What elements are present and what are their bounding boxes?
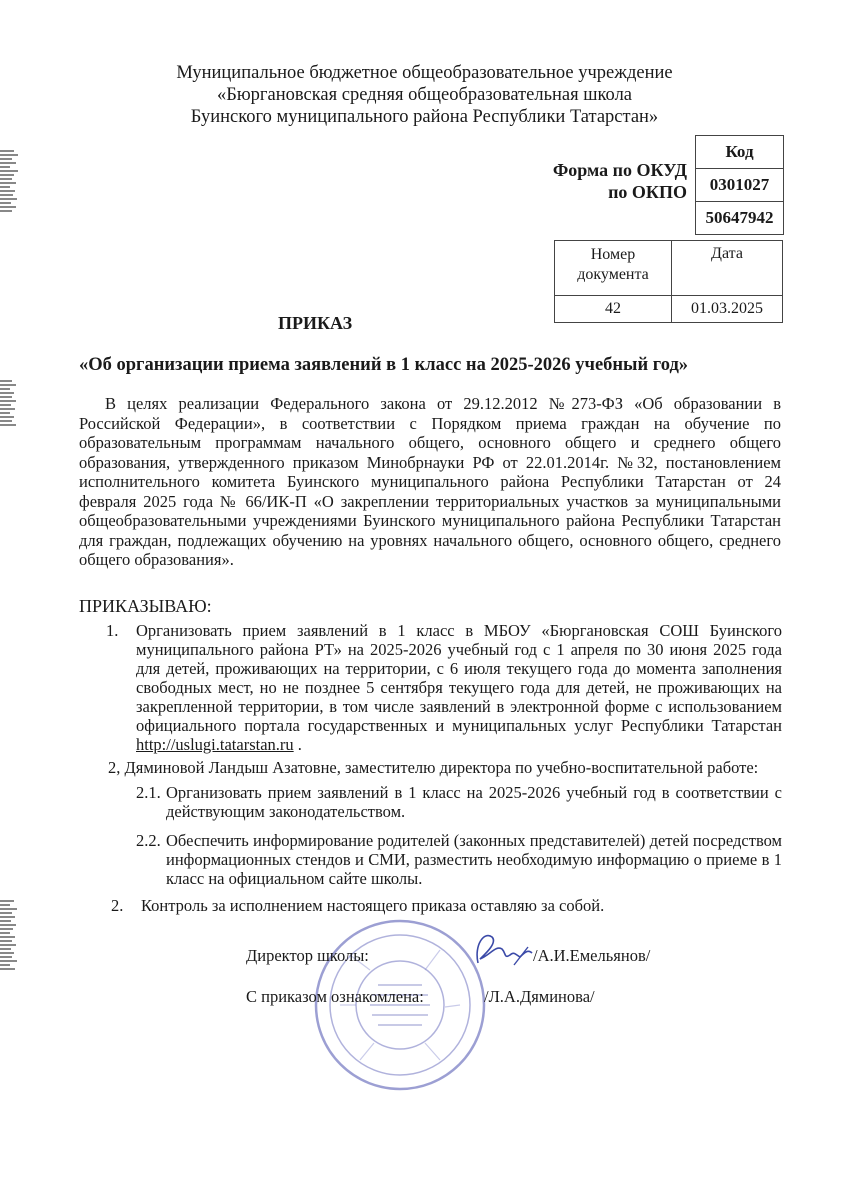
acknowledged-label: С приказом ознакомлена: bbox=[246, 987, 424, 1006]
subitem-2-1 bbox=[136, 783, 782, 821]
subitem-2-2 bbox=[136, 831, 782, 888]
preamble-paragraph: В целях реализации Федерального закона от 29.12.2012 №273-ФЗ «Об образовании в Российской Федерации», в соответствии с Порядком приема граждан на обучение по образовательным программам начального общего, основного общего и среднего общего образования, утвержденного приказом Минобрнауки РФ от 22.01.2014г. №32, постановлением исполнительного комитета Буинского муниципального района Республики Татарстан от 24 февраля 2025 года № 66/ИК-П «О закреплении территориальных участков за муниципальными общеобразовательными учреждениями Буинского муниципального района Республики Татарстан для граждан, подлежащих обучению на уровнях начального общего, основного общего, среднего общего образования». bbox=[79, 394, 781, 569]
director-signature bbox=[470, 925, 540, 970]
form-code-labels bbox=[553, 159, 687, 203]
okpo-code: 50647942 bbox=[696, 202, 784, 235]
doc-number-value: 42 bbox=[555, 296, 672, 323]
item-1-tail: . bbox=[293, 735, 302, 754]
header-line-1: Муниципальное бюджетное общеобразовательное учреждение bbox=[176, 63, 673, 83]
order-item-2: 2, Дяминовой Ландыш Азатовне, заместителю директора по учебно-воспитательной работе: bbox=[108, 758, 759, 777]
doc-date-value: 01.03.2025 bbox=[672, 296, 783, 323]
item-1-number: 1. bbox=[106, 621, 119, 640]
scan-edge-middle bbox=[0, 380, 30, 428]
doc-number-label: Номер документа bbox=[555, 241, 672, 296]
subitem-2-1-text: Организовать прием заявлений в 1 класс на 2025-2026 учебный год в соответствии с действующим законодательством. bbox=[166, 783, 782, 821]
order-item-3 bbox=[111, 896, 782, 915]
codes-header: Код bbox=[696, 136, 784, 169]
okpo-label: по ОКПО bbox=[608, 182, 687, 202]
order-subject: «Об организации приема заявлений в 1 класс на 2025-2026 учебный год» bbox=[79, 355, 689, 375]
scan-edge-bottom bbox=[0, 900, 30, 972]
director-label: Директор школы: bbox=[246, 946, 369, 965]
header-line-3: Буинского муниципального района Республики Татарстан» bbox=[190, 107, 659, 127]
document-title: ПРИКАЗ bbox=[278, 313, 353, 333]
order-item-1 bbox=[106, 621, 782, 754]
doc-date-label: Дата bbox=[672, 241, 783, 296]
header-line-2: «Бюргановская средняя общеобразовательная школа bbox=[216, 85, 633, 105]
portal-link[interactable]: http://uslugi.tatarstan.ru bbox=[136, 735, 294, 754]
item-1-text: Организовать прием заявлений в 1 класс в МБОУ «Бюргановская СОШ Буинского муниципального района РТ» на 2025-2026 учебный год с 1 апреля по 30 июня 2025 года для детей, проживающих на территории, с 6 июля текущего года до момента заполнения свободных мест, но не позднее 5 сентября текущего года для детей, не проживающих на закрепленной территории, в том числе заявлений в электронной форме с использованием официального портала государственных и муниципальных услуг Республики Татарстан bbox=[136, 621, 782, 735]
subitem-2-2-text: Обеспечить информирование родителей (законных представителей) детей посредством информационных стендов и СМИ, разместить необходимую информацию о приеме в 1 класс на официальном сайте школы. bbox=[166, 831, 782, 888]
acknowledged-name: /Л.А.Дяминова/ bbox=[484, 987, 595, 1006]
institution-header bbox=[0, 62, 849, 128]
document-number-table bbox=[554, 240, 783, 323]
scan-edge-top bbox=[0, 150, 30, 214]
director-name: /А.И.Емельянов/ bbox=[533, 946, 651, 965]
item-3-text: Контроль за исполнением настоящего приказа оставляю за собой. bbox=[141, 896, 605, 915]
order-word: ПРИКАЗЫВАЮ: bbox=[79, 596, 212, 616]
order-items bbox=[106, 621, 782, 915]
subitem-2-2-number: 2.2. bbox=[136, 831, 161, 850]
order-subitems bbox=[136, 783, 782, 888]
okud-code: 0301027 bbox=[696, 169, 784, 202]
codes-table bbox=[695, 135, 784, 235]
item-3-number: 2. bbox=[111, 896, 124, 915]
subitem-2-1-number: 2.1. bbox=[136, 783, 161, 802]
okud-label: Форма по ОКУД bbox=[552, 160, 687, 180]
